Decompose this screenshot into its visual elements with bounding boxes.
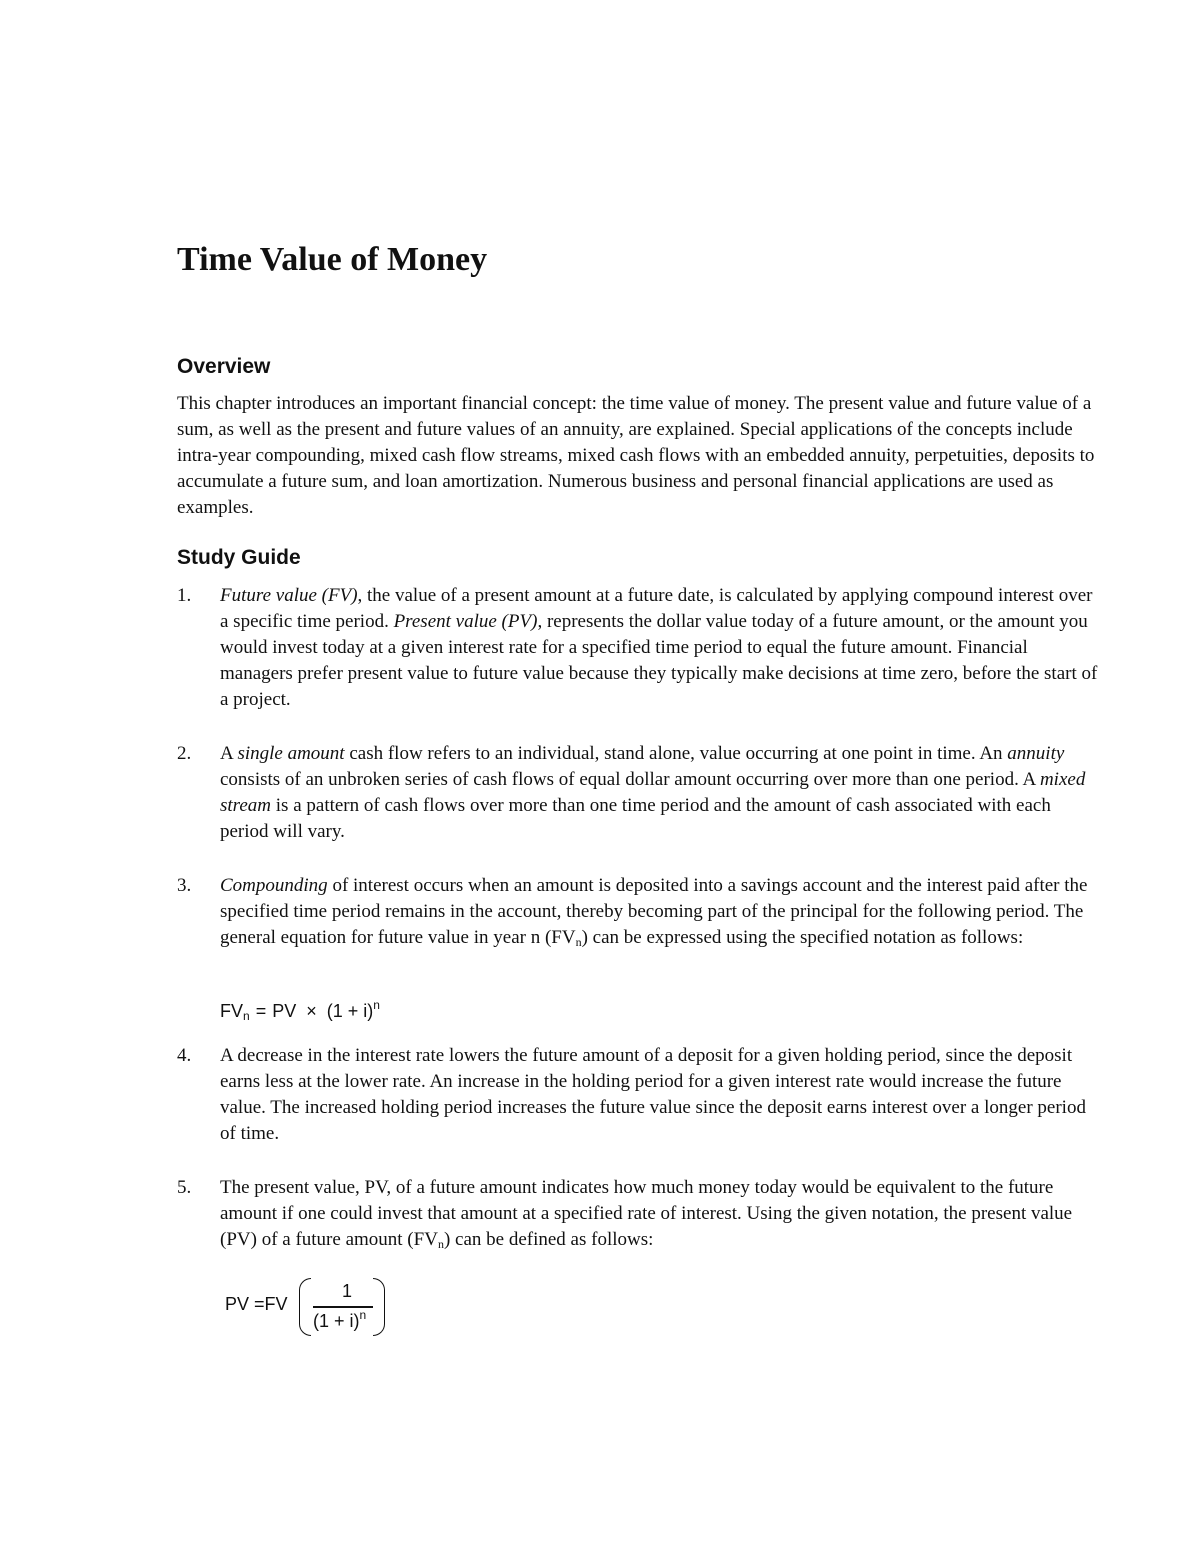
denominator-base: (1 + i) — [313, 1311, 360, 1331]
formula-equals: = — [255, 1001, 267, 1021]
document-title: Time Value of Money — [177, 241, 488, 278]
term-compounding: Compounding — [220, 875, 328, 896]
overview-heading: Overview — [177, 355, 271, 378]
term-future-value: Future value (FV) — [220, 585, 358, 606]
item-text-run: is a pattern of cash flows over more than one time period and the amount of cash associated with each period will vary. — [220, 795, 1051, 842]
item-text-run: ) can be defined as follows: — [443, 1229, 654, 1250]
study-guide-heading: Study Guide — [177, 546, 301, 569]
item-text-run: The present value, PV, of a future amount indicates how much money today would be equivalent to the future amount if one could invest that amount at a specified rate of interest. Using the given notation, the present value (PV) of a future amount (FV — [220, 1177, 1073, 1250]
formula-fv-symbol: FV — [220, 1001, 244, 1021]
item-number: 1. — [177, 585, 192, 606]
formula-pv-symbol: PV — [272, 1001, 297, 1021]
left-paren — [299, 1278, 311, 1336]
item-text — [220, 1175, 1100, 1253]
overview-paragraph: This chapter introduces an important financial concept: the time value of money. The present value and future value of a sum, as well as the present and future values of an annuity, are explained. Special applications of the concepts include intra-year compounding, mixed cash flow streams, mixed cash flows with an embedded annuity, perpetuities, deposits to accumulate a future sum, and loan amortization. Numerous business and personal financial applications are used as examples. — [177, 393, 1095, 518]
formula-base: (1 + i) — [326, 1001, 374, 1021]
item-text-run: cash flow refers to an individual, stand alone, value occurring at one point in time. An — [344, 743, 1008, 764]
item-number: 3. — [177, 875, 192, 896]
item-text-run: , represents the dollar value today of a future amount, or the amount you would invest today at a given interest rate for a specified time period to equal the future amount. Financial managers prefer present value to future value because they typically make decisions at time zero, before the start of a project. — [220, 611, 1098, 710]
item-number: 5. — [177, 1177, 192, 1198]
term-single-amount: single amount — [237, 743, 345, 764]
future-value-formula — [220, 998, 380, 1024]
item-text-run: A — [220, 743, 238, 764]
item-text — [220, 873, 1100, 951]
formula-numerator: 1 — [341, 1281, 352, 1301]
term-mixed-stream: mixed stream — [220, 769, 1086, 816]
item-text-run: ) can be expressed using the specified notation as follows: — [581, 927, 1024, 948]
subscript: n — [575, 935, 582, 949]
item-number: 2. — [177, 743, 192, 764]
item-number: 4. — [177, 1045, 192, 1066]
formula-subscript: n — [243, 1009, 250, 1023]
formula-denominator — [313, 1308, 367, 1332]
formula-lhs: PV =FV — [225, 1294, 288, 1314]
subscript: n — [437, 1237, 444, 1251]
item-text: A decrease in the interest rate lowers the future amount of a deposit for a given holding period, since the deposit earns less at the lower rate. An increase in the holding period for a given interest rate would increase the future value. The increased holding period increases the future value since the deposit earns interest over a longer period of time. — [220, 1045, 1086, 1144]
formula-exponent: n — [373, 998, 380, 1012]
item-text-run: , the value of a present amount at a future date, is calculated by applying compound interest over a specific time period. — [220, 585, 1093, 632]
item-text — [220, 741, 1100, 845]
term-present-value: Present value (PV) — [393, 611, 538, 632]
present-value-formula — [225, 1278, 405, 1340]
item-text — [220, 583, 1100, 713]
right-paren — [373, 1278, 385, 1336]
formula-times: × — [306, 1001, 317, 1021]
formula-exponent: n — [359, 1308, 367, 1322]
term-annuity: annuity — [1007, 743, 1065, 764]
item-text-run: of interest occurs when an amount is deposited into a savings account and the interest paid after the specified time period remains in the account, thereby becoming part of the principal for the following period. The general equation for future value in year n (FV — [220, 875, 1088, 948]
item-text-run: consists of an unbroken series of cash flows of equal dollar amount occurring over more than one period. A — [220, 769, 1040, 790]
